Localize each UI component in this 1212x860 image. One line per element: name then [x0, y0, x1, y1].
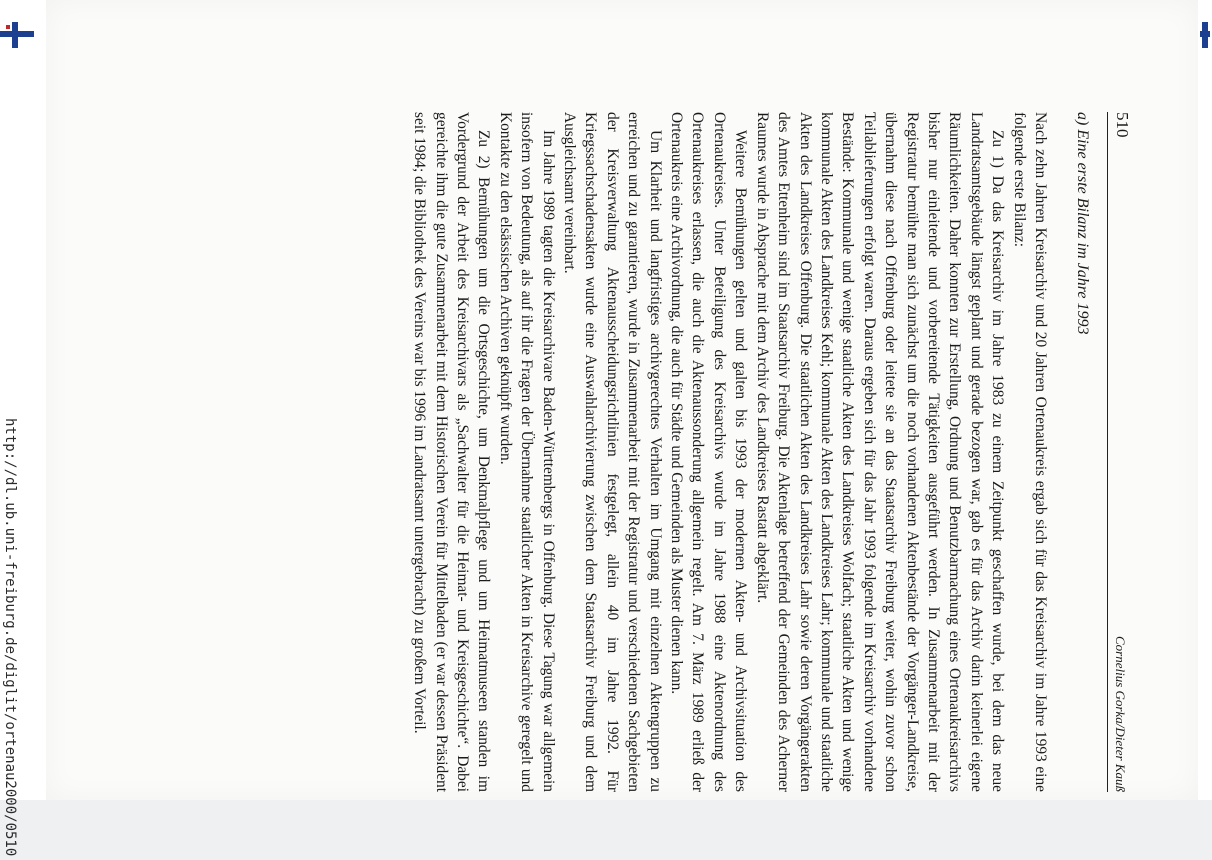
section-title: a) Eine erste Bilanz im Jahre 1993 — [1074, 112, 1091, 335]
left-gutter — [0, 0, 46, 857]
paragraph: Weitere Bemühungen gelten und galten bis 1993 der modernen Akten- und Archivsituation des Ortenaukreises. Unter Beteiligung des Kreisarchivs wurde im Jahre 1988 eine Aktenordnung des Ortenaukreises erlassen, die auch die Aktenaussonderung allgemein regelt. Am 7. März 1989 erließ der Ortenaukreis eine Archivordnung, die auch für Städte und Gemeinden als Muster dienen kann. — [668, 112, 750, 792]
scanned-page — [46, 0, 1198, 800]
scan-marker-icon — [0, 22, 34, 48]
paragraph: Nach zehn Jahren Kreisarchiv und 20 Jahren Ortenaukreis ergab sich für das Kreisarchiv im Jahre 1993 eine folgende erste Bilanz: — [1010, 112, 1049, 792]
paragraph: Zu 1) Da das Kreisarchiv im Jahre 1983 zu einem Zeitpunkt geschaffen wurde, bei dem das neue Landratsamtsgebäude längst geplant und gerade bezogen war, gab es für das Archiv darin keinerlei eigene Räumlichkeiten. Daher konnten zur Erstellung, Ordnung und Benutzbarmachung eines Ortenaukreisarchivs bisher nur einleitende und vorbereitende Tätigkeiten ausgeführt werden. In Zusammenarbeit mit der Registratur bemühte man sich zunächst um die noch vorhandenen Aktenbestände der Vorgänger-Landkreise, übernahm diese nach Offenburg oder leitete sie an das Staatsarchiv Freiburg weiter, wohin zuvor schon Teilablieferungen erfolgt waren. Daraus ergeben sich für das Jahr 1993 folgende im Kreisarchiv vorhandene Bestände: Kommunale und wenige staatliche Akten des Landkreises Wolfach; staatliche Akten und wenige kommunale Akten des Landkreises Kehl; kommunale Akten des Landkreises Lahr; kommunale und staatliche Akten des Landkreises Offenburg. Die staatlichen Akten des Landkreises Lahr sowie deren Vorgängerakten des Amtes Ettenheim sind im Staatsarchiv Freiburg. Die Aktenlage betreffend der Gemeinden des Acherner Raumes wurde in Absprache mit dem Archiv des Landkreises Rastatt abgeklärt. — [753, 112, 1007, 792]
paragraph: Um Klarheit und langfristiges archivgerechtes Verhalten im Umgang mit einzelnen Aktengruppen zu erreichen und zu garantieren, wurde in Zusammenarbeit mit der Registratur und verschiedenen Sachgebieten der Kreisverwaltung Aktenausscheidungsrichtlinien festgelegt, allein 40 im Jahre 1992. Für Kriegssachschadensakten wurde eine Auswahlarchivierung zwischen dem Staatsarchiv Freiburg und dem Ausgleichsamt vereinbart. — [561, 112, 664, 792]
page-header — [1107, 112, 1136, 792]
running-head: Cornelius Gorka/Dieter Kauß — [1113, 636, 1128, 792]
body-text — [409, 112, 1051, 792]
page-content — [156, 112, 1136, 792]
scan-marker-icon — [1200, 22, 1210, 48]
paragraph: Im Jahre 1989 tagten die Kreisarchivare Baden-Württembergs in Offenburg. Diese Tagung war allgemein insofern von Bedeutung, als auf ihr die Fragen der Übernahme staatlicher Akten in Kreisarchive geregelt und Kontakte zu den elsässischen Archiven geknüpft wurden. — [496, 112, 557, 792]
page-number: 510 — [1113, 112, 1132, 138]
source-url: http://dl.ub.uni-freiburg.de/diglit/ortenau2000/0510 — [2, 418, 18, 857]
paragraph: Zu 2) Bemühungen um die Ortsgeschichte, um Denkmalpflege und um Heimatmuseen standen im Vordergrund der Arbeit des Kreisarchivars als „Sachwalter für die Heimat- und Kreisgeschichte“. Dabei gereichte ihm die gute Zusammenarbeit mit dem Historischen Verein für Mittelbaden (er war dessen Präsident seit 1984; die Bibliothek des Vereins war bis 1996 im Landratsamt untergebracht) zu großem Vorteil. — [411, 112, 493, 792]
right-gutter — [1198, 0, 1212, 800]
